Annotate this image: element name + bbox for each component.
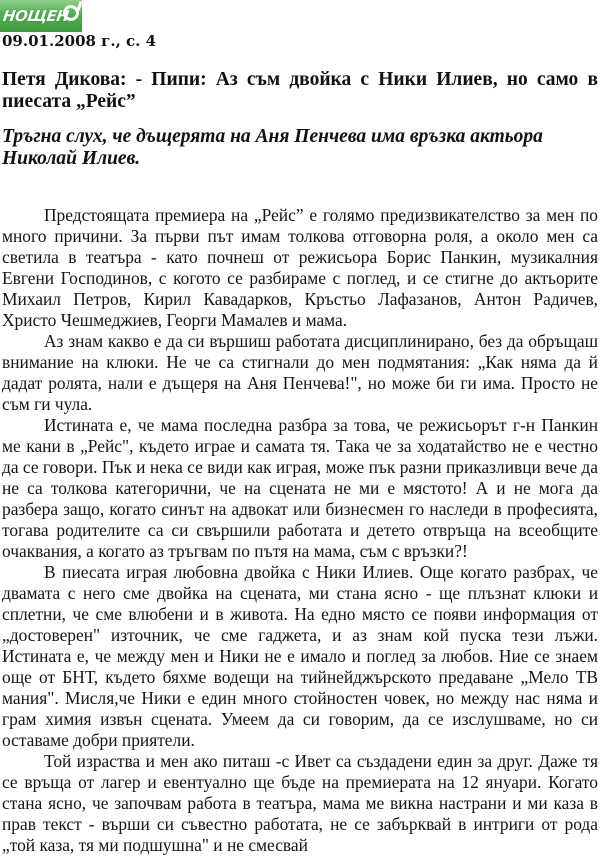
logo-text: НОЩЕН	[1, 7, 70, 25]
article-body	[2, 205, 598, 856]
publication-date-page: 09.01.2008 г., с. 4	[2, 32, 157, 50]
article-paragraph: Предстоящата премиера на „Рейс” е голямо предизвикателство за мен по много причини. За първи път имам толкова отговорна роля, а около мен са светила в театъра - като почнеш от режисьора Борис Панкин, музикалния Евгени Господинов, с когото се разбираме с поглед, и се стигне до актьорите Михаил Петров, Кирил Кавадарков, Кръстьо Лафазанов, Антон Радичев, Христо Чешмеджиев, Георги Мамалев и мама.	[2, 205, 598, 330]
newspaper-logo	[0, 0, 82, 32]
article-subheadline: Тръгна слух, че дъщерята на Аня Пенчева има връзка актьора Николай Илиев.	[2, 126, 543, 169]
article-paragraph: Аз знам какво е да си вършиш работата дисциплинирано, без да обръщаш внимание на клюки. Не че са стигнали до мен подмятания: „Как няма да й дадат ролята, нали е дъщеря на Аня Пенчева!", но може би ги има. Просто не съм ги чула.	[2, 331, 598, 414]
article-paragraph: Истината е, че мама последна разбра за това, че режисьорът г-н Панкин ме кани в „Рейс", където играе и самата тя. Така че за ходатайство не е честно да се говори. Пък и нека се види как играя, може пък разни приказливци вече да не са толкова категорични, че на сцената не ми е мястото! А и не мога да разбера защо, когато синът на адвокат или бизнесмен го наследи в професията, тогава родителите са си свършили работата и детето отвръща на всеобщите очаквания, а когато аз тръгвам по пътя на мама, съм с връзки?!	[2, 415, 598, 561]
article-paragraph: В пиесата играя любовна двойка с Ники Илиев. Още когато разбрах, че двамата с него сме двойка на сцената, ми стана ясно - ще плъзнат клюки и сплетни, че сме влюбени и в живота. На едно място се появи информация от „достоверен" източник, че сме гаджета, и аз знам кой пуска тези лъжи. Истината е, че между мен и Ники не е имало и поглед за любов. Ние се знаем още от БНТ, където бяхме водещи на тийнейджърското предаване „Мело ТВ мания". Мисля,че Ники е един много стойностен човек, но между нас няма и грам химия извън сцената. Умеем да си говорим, да се изслушваме, но си оставаме добри приятели.	[2, 562, 598, 750]
logo-symbol-icon	[63, 5, 79, 21]
article-headline: Петя Дикова: - Пипи: Аз съм двойка с Ники Илиев, но само в пиесата „Рейс”	[2, 69, 598, 112]
article-paragraph: Той израства и мен ако питаш -с Ивет са създадени един за друг. Даже тя се връща от лагер и евентуално ще бъде на премиерата на 12 януари. Когато стана ясно, че започвам работа в театъра, мама ме викна настрани и ми каза в прав текст - върши си съвестно работата, не се забърквай в интриги от рода „той каза, тя ми подшушна" и не смесвай	[2, 751, 598, 855]
